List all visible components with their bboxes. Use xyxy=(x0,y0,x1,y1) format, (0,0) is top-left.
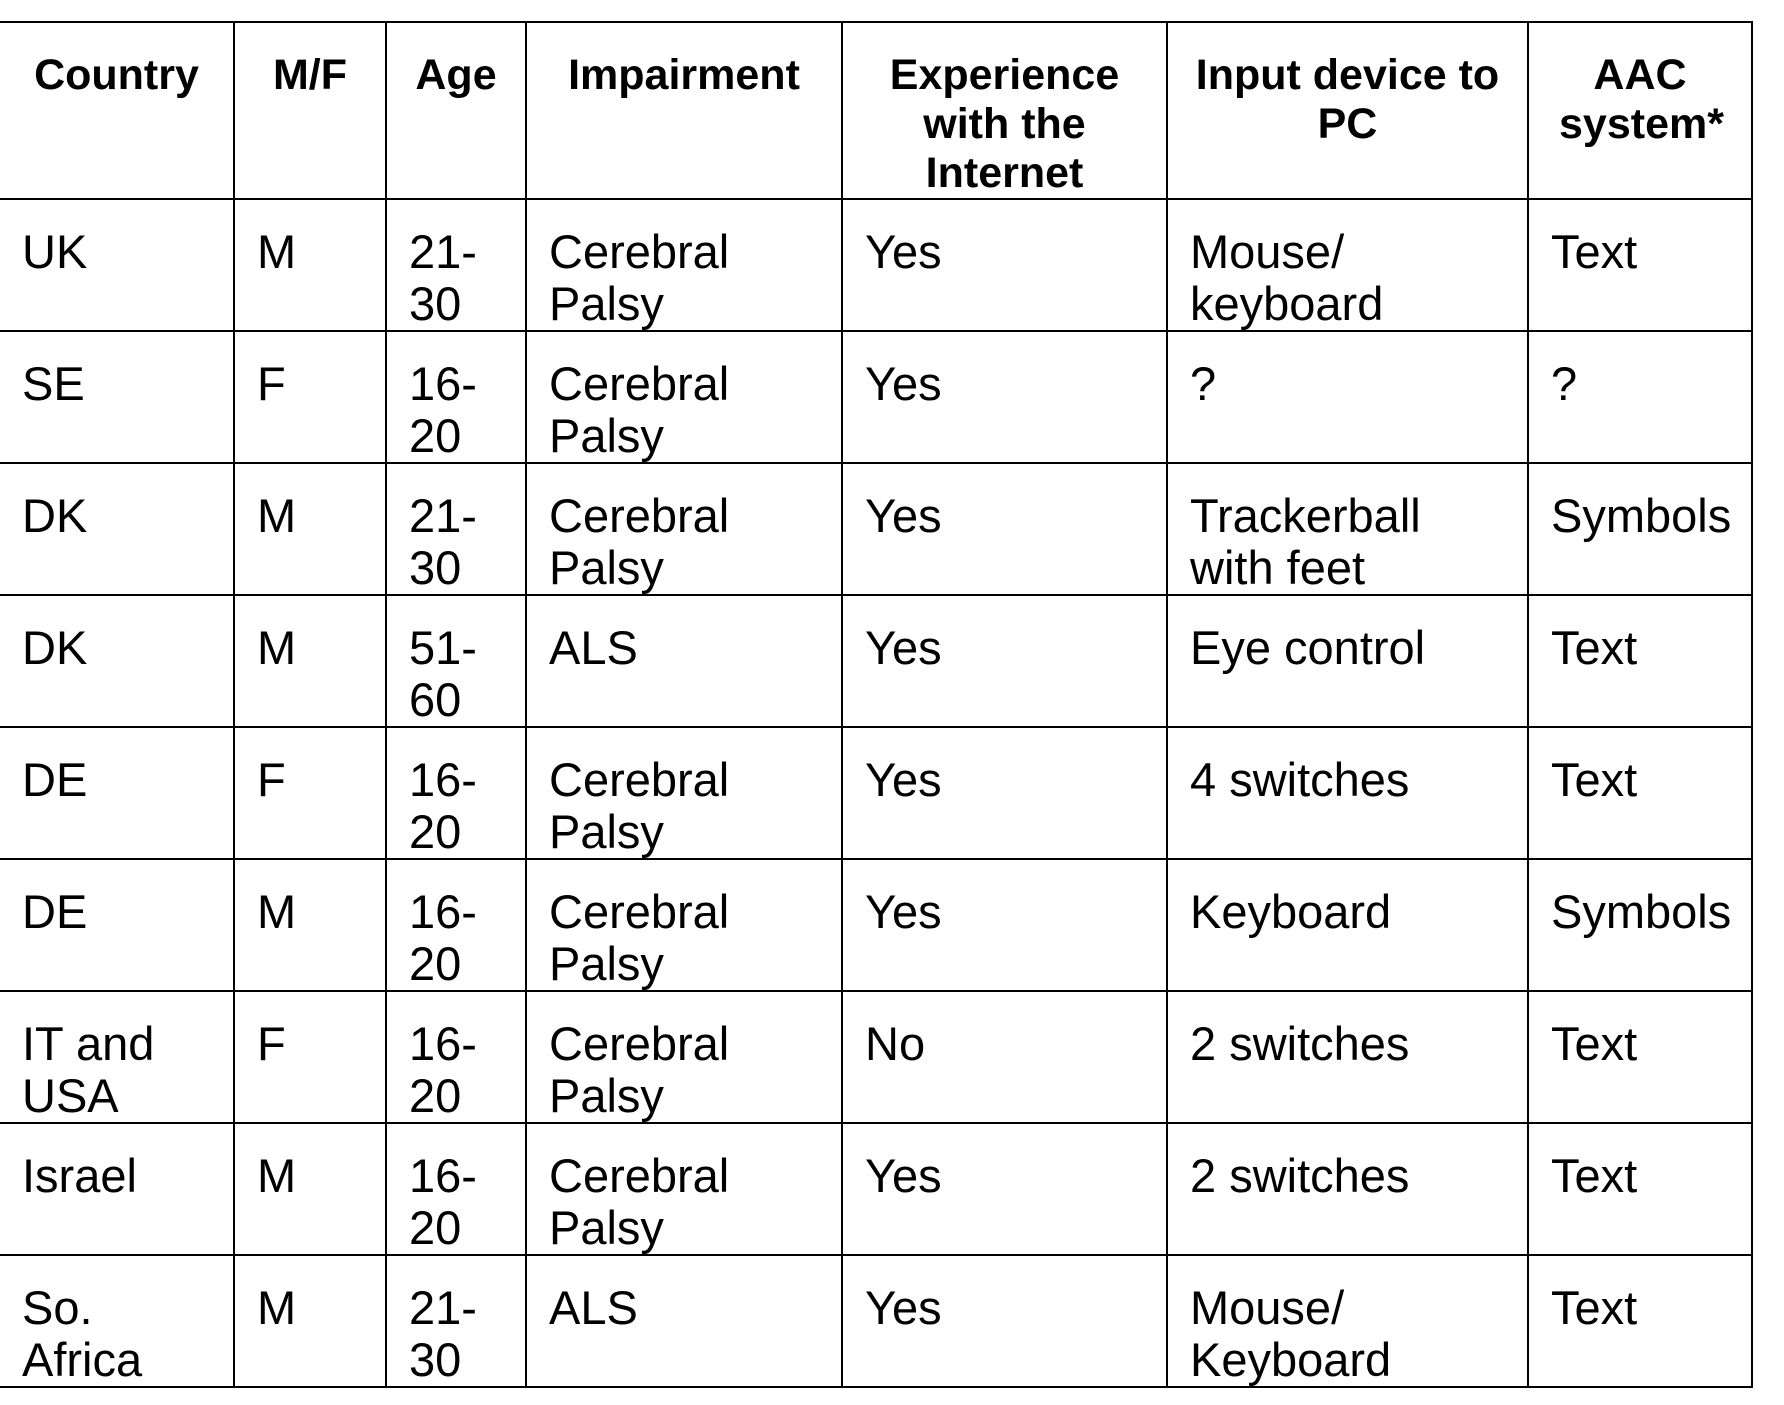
cell-age: 21- 30 xyxy=(386,1255,526,1387)
cell-age: 16- 20 xyxy=(386,331,526,463)
cell-impairment: Cerebral Palsy xyxy=(526,199,842,331)
cell-impairment: Cerebral Palsy xyxy=(526,727,842,859)
header-row xyxy=(0,22,1752,199)
cell-age: 16- 20 xyxy=(386,1123,526,1255)
cell-country: DE xyxy=(0,859,234,991)
cell-input-device: Eye control xyxy=(1167,595,1528,727)
cell-input-device: 4 switches xyxy=(1167,727,1528,859)
header-country: Country xyxy=(0,22,234,199)
cell-age: 51- 60 xyxy=(386,595,526,727)
cell-impairment: Cerebral Palsy xyxy=(526,1123,842,1255)
cell-age: 21- 30 xyxy=(386,463,526,595)
cell-internet-experience: No xyxy=(842,991,1167,1123)
header-sex: M/F xyxy=(234,22,386,199)
cell-age: 16- 20 xyxy=(386,727,526,859)
header-impairment: Impairment xyxy=(526,22,842,199)
cell-input-device: Keyboard xyxy=(1167,859,1528,991)
cell-aac-system: Symbols xyxy=(1528,859,1752,991)
header-input-device: Input device to PC xyxy=(1167,22,1528,199)
cell-input-device: Mouse/ keyboard xyxy=(1167,199,1528,331)
cell-country: IT and USA xyxy=(0,991,234,1123)
header-age: Age xyxy=(386,22,526,199)
cell-sex: M xyxy=(234,1255,386,1387)
table-row xyxy=(0,1123,1752,1255)
cell-country: DK xyxy=(0,595,234,727)
table-row xyxy=(0,595,1752,727)
table-row xyxy=(0,199,1752,331)
cell-input-device: ? xyxy=(1167,331,1528,463)
cell-aac-system: Text xyxy=(1528,1255,1752,1387)
cell-sex: F xyxy=(234,331,386,463)
cell-internet-experience: Yes xyxy=(842,331,1167,463)
cell-impairment: Cerebral Palsy xyxy=(526,463,842,595)
cell-impairment: Cerebral Palsy xyxy=(526,859,842,991)
cell-sex: M xyxy=(234,1123,386,1255)
cell-aac-system: Text xyxy=(1528,991,1752,1123)
cell-country: DK xyxy=(0,463,234,595)
cell-sex: M xyxy=(234,595,386,727)
cell-aac-system: Text xyxy=(1528,727,1752,859)
cell-internet-experience: Yes xyxy=(842,727,1167,859)
cell-impairment: ALS xyxy=(526,1255,842,1387)
cell-sex: M xyxy=(234,463,386,595)
table-row xyxy=(0,727,1752,859)
cell-age: 16- 20 xyxy=(386,991,526,1123)
cell-impairment: ALS xyxy=(526,595,842,727)
participants-table xyxy=(0,21,1753,1388)
cell-aac-system: Text xyxy=(1528,1123,1752,1255)
cell-internet-experience: Yes xyxy=(842,1255,1167,1387)
cell-country: So. Africa xyxy=(0,1255,234,1387)
header-aac-system: AAC system* xyxy=(1528,22,1752,199)
header-internet-experience: Experience with the Internet xyxy=(842,22,1167,199)
cell-impairment: Cerebral Palsy xyxy=(526,331,842,463)
table-row xyxy=(0,463,1752,595)
cell-aac-system: Text xyxy=(1528,199,1752,331)
table-row xyxy=(0,331,1752,463)
cell-internet-experience: Yes xyxy=(842,199,1167,331)
cell-age: 16- 20 xyxy=(386,859,526,991)
participants-table-container xyxy=(0,21,1753,1388)
cell-sex: M xyxy=(234,859,386,991)
cell-internet-experience: Yes xyxy=(842,463,1167,595)
cell-sex: M xyxy=(234,199,386,331)
cell-input-device: Mouse/ Keyboard xyxy=(1167,1255,1528,1387)
cell-aac-system: Text xyxy=(1528,595,1752,727)
cell-age: 21- 30 xyxy=(386,199,526,331)
cell-internet-experience: Yes xyxy=(842,859,1167,991)
cell-aac-system: ? xyxy=(1528,331,1752,463)
table-row xyxy=(0,1255,1752,1387)
table-body xyxy=(0,199,1752,1387)
table-row xyxy=(0,991,1752,1123)
cell-internet-experience: Yes xyxy=(842,595,1167,727)
cell-input-device: 2 switches xyxy=(1167,1123,1528,1255)
cell-sex: F xyxy=(234,991,386,1123)
cell-internet-experience: Yes xyxy=(842,1123,1167,1255)
cell-country: SE xyxy=(0,331,234,463)
cell-sex: F xyxy=(234,727,386,859)
cell-input-device: Trackerball with feet xyxy=(1167,463,1528,595)
cell-country: UK xyxy=(0,199,234,331)
cell-aac-system: Symbols xyxy=(1528,463,1752,595)
cell-country: Israel xyxy=(0,1123,234,1255)
cell-impairment: Cerebral Palsy xyxy=(526,991,842,1123)
cell-input-device: 2 switches xyxy=(1167,991,1528,1123)
cell-country: DE xyxy=(0,727,234,859)
table-row xyxy=(0,859,1752,991)
